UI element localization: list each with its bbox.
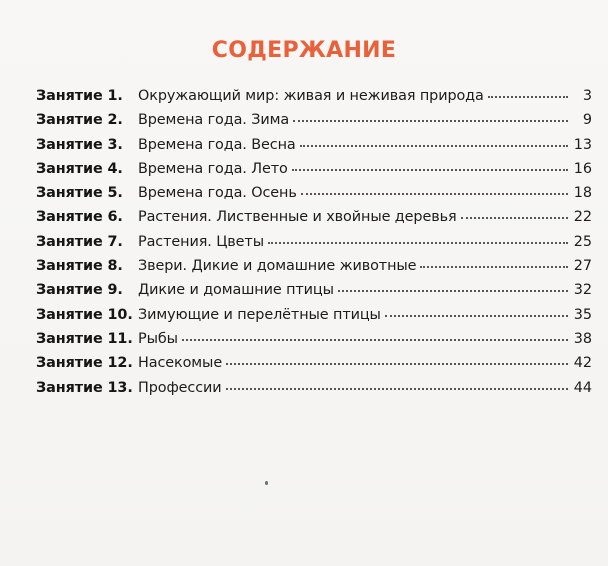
lesson-number: Занятие 6. [36,209,123,226]
lesson-title: Профессии [138,379,222,396]
lesson-title: Растения. Лиственные и хвойные деревья [138,209,457,226]
lesson-title: Окружающий мир: живая и неживая природа [138,88,484,104]
page-title: СОДЕРЖАНИЕ [211,38,397,63]
toc-entry[interactable] [36,183,592,207]
page-number: 16 [573,160,592,177]
dot-leader [292,157,568,171]
toc-entry[interactable] [36,159,592,183]
lesson-title: Времена года. Зима [138,112,290,129]
toc-entry[interactable] [36,378,592,402]
dot-leader [226,376,568,390]
lesson-number: Занятие 2. [36,112,123,129]
lesson-number: Занятие 8. [36,258,123,275]
lesson-title: Насекомые [138,355,223,372]
dot-leader [385,303,568,317]
page-number: 38 [573,330,592,347]
page-number: 18 [573,185,592,202]
lesson-title: Времена года. Осень [138,185,297,202]
page-number: 9 [582,112,592,129]
lesson-number: Занятие 12. [36,355,133,372]
lesson-title: Дикие и домашние птицы [138,282,334,299]
page-number: 27 [573,258,592,275]
toc-entry[interactable] [36,232,592,256]
lesson-title: Рыбы [138,330,178,347]
lesson-number: Занятие 1. [36,88,123,104]
table-of-contents [36,86,592,402]
lesson-number: Занятие 5. [36,185,123,202]
dot-leader [488,84,568,98]
dot-leader [182,327,568,341]
toc-entry[interactable] [36,207,592,231]
page-number: 13 [573,136,592,153]
dot-leader [301,181,568,195]
toc-entry[interactable] [36,86,592,110]
toc-entry[interactable] [36,353,592,377]
dot-leader [420,254,567,268]
page-number: 44 [573,379,592,396]
dot-leader [293,108,568,122]
lesson-number: Занятие 4. [36,160,123,177]
toc-entry[interactable] [36,329,592,353]
page-number: 35 [573,306,592,323]
dot-leader [461,205,568,219]
paper-speck [265,481,268,485]
page-number: 25 [573,233,592,250]
lesson-number: Занятие 13. [36,379,133,396]
lesson-number: Занятие 10. [36,306,133,323]
lesson-number: Занятие 3. [36,136,123,153]
dot-leader [338,278,568,292]
dot-leader [300,133,568,147]
lesson-title: Времена года. Лето [138,160,288,177]
toc-entry[interactable] [36,110,592,134]
dot-leader [268,230,568,244]
page-number: 32 [573,282,592,299]
lesson-number: Занятие 11. [36,330,133,347]
page-number: 22 [573,209,592,226]
lesson-title: Звери. Дикие и домашние животные [138,258,417,275]
lesson-title: Времена года. Весна [138,136,296,153]
page-number: 42 [573,355,592,372]
toc-entry[interactable] [36,305,592,329]
page-number: 3 [582,88,592,104]
toc-entry[interactable] [36,280,592,304]
lesson-title: Зимующие и перелётные птицы [138,306,381,323]
lesson-number: Занятие 7. [36,233,123,250]
toc-entry[interactable] [36,135,592,159]
toc-entry[interactable] [36,256,592,280]
lesson-number: Занятие 9. [36,282,123,299]
lesson-title: Растения. Цветы [138,233,264,250]
dot-leader [226,351,568,365]
